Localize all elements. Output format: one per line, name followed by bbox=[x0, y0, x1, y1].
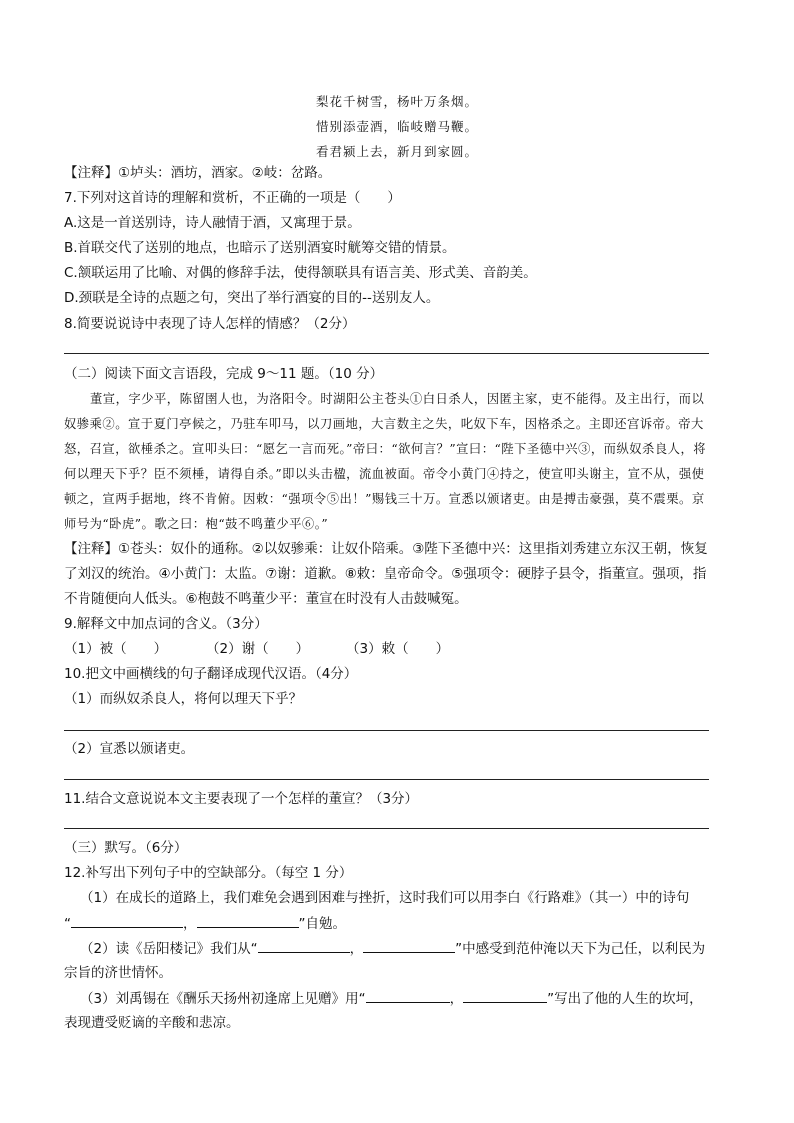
q12-item-2-close: ”中感受到范仲淹以天下为己任，以利民为 bbox=[455, 941, 706, 957]
comma: ， bbox=[183, 916, 197, 932]
q10-stem: 10.把文中画横线的句子翻译成现代汉语。（4分） bbox=[64, 666, 358, 682]
q8-answer-line[interactable] bbox=[64, 353, 709, 354]
q10-item-1: （1）而纵奴杀良人，将何以理天下乎？ bbox=[64, 691, 303, 707]
q12-item-3-open: （3）刘禹锡在《酬乐天扬州初逢席上见赠》用“ bbox=[80, 991, 366, 1007]
classical-passage: 董宣，字少平，陈留圉人也，为洛阳令。时湖阳公主苍头①白日杀人，因匿主家，吏不能得。及主出行，而以奴骖乘②。宣于夏门亭候之，乃驻车叩马，以刀画地，大言数主之失，叱奴下车，因格杀之。主即还宫诉帝。帝大怒，召宣，欲棰杀之。宣叩头曰：“愿乞一言而死。”帝曰：“欲何言？”宣曰：“陛下圣德中兴③，而纵奴杀良人，将何以理天下乎？臣不须棰，请得自杀。”即以头击楹，流血被面。帝令小黄门④持之，使宣叩头谢主，宣不从，强使顿之，宣两手据地，终不肯俯。因敕：“强项令⑤出！”赐钱三十万。宣悉以颁诸吏。由是搏击豪强，莫不震栗。京师号为“卧虎”。歌之曰：枹“鼓不鸣董少平⑥。” bbox=[64, 392, 707, 531]
comma: ， bbox=[449, 991, 464, 1007]
q7-option-c: C.颔联运用了比喻、对偶的修辞手法，使得颔联具有语言美、形式美、音韵美。 bbox=[64, 265, 537, 281]
q12-item-3-line bbox=[80, 988, 720, 1009]
q10-answer-line-1[interactable] bbox=[64, 730, 709, 731]
blank-3a[interactable] bbox=[366, 988, 450, 1003]
q11-answer-line[interactable] bbox=[64, 828, 709, 829]
q12-item-3-cont: 表现遭受贬谪的辛酸和悲凉。 bbox=[64, 1015, 240, 1031]
comma: ， bbox=[349, 941, 364, 957]
q9-item-3[interactable]: （3）敕（ ） bbox=[346, 641, 450, 657]
q9-stem: 9.解释文中加点词的含义。（3分） bbox=[64, 616, 268, 632]
q9-item-2[interactable]: （2）谢（ ） bbox=[206, 641, 310, 657]
quote-close: ”自勉。 bbox=[298, 916, 346, 932]
q12-item-3-close: ”写出了他的人生的坎坷， bbox=[547, 991, 703, 1007]
q12-item-2-open: （2）读《岳阳楼记》我们从“ bbox=[80, 941, 258, 957]
q12-item-1-text: （1）在成长的道路上，我们难免会遇到困难与挫折，这时我们可以用李白《行路难》（其一）中的诗句 bbox=[80, 890, 690, 906]
q7-option-b: B.首联交代了送别的地点，也暗示了送别酒宴时觥筹交错的情景。 bbox=[64, 240, 456, 256]
blank-1a[interactable] bbox=[71, 913, 183, 928]
q10-item-2: （2）宣悉以颁诸吏。 bbox=[64, 741, 195, 757]
poem-line-3: 看君颍上去，新月到家圆。 bbox=[315, 144, 478, 159]
q12-stem: 12.补写出下列句子中的空缺部分。（每空 1 分） bbox=[64, 865, 353, 881]
blank-2a[interactable] bbox=[258, 938, 350, 953]
section3-heading: （三）默写。（6分） bbox=[64, 840, 188, 856]
blank-2b[interactable] bbox=[363, 938, 455, 953]
q9-item-1[interactable]: （1）被（ ） bbox=[64, 641, 168, 657]
poem-note: 【注释】①垆头：酒坊，酒家。②岐：岔路。 bbox=[64, 165, 332, 181]
quote-open: “ bbox=[64, 916, 71, 932]
q8-stem: 8.简要说说诗中表现了诗人怎样的情感？（2分） bbox=[64, 316, 356, 332]
q7-option-d: D.颈联是全诗的点题之句，突出了举行酒宴的目的--送别友人。 bbox=[64, 290, 440, 306]
poem-line-2: 惜别添壶酒，临岐赠马鞭。 bbox=[315, 119, 478, 134]
q12-item-2-line bbox=[80, 938, 720, 959]
section2-heading: （二）阅读下面文言语段，完成 9～11 题。（10 分） bbox=[64, 366, 384, 382]
blank-1b[interactable] bbox=[197, 913, 299, 928]
passage-notes: 【注释】①苍头：奴仆的通称。②以奴骖乘：让奴仆陪乘。③陛下圣德中兴：这里指刘秀建立东汉王朝，恢复了刘汉的统治。④小黄门：太监。⑦谢：道歉。⑧敕：皇帝命令。⑤强项令：硬脖子县令，指董宣。强项，指不肯随便向人低头。⑥枹鼓不鸣董少平：董宣在时没有人击鼓喊冤。 bbox=[64, 541, 708, 607]
q7-option-a: A.这是一首送别诗，诗人融情于酒，又寓理于景。 bbox=[64, 215, 361, 231]
poem-line-1: 梨花千树雪，杨叶万条烟。 bbox=[315, 94, 478, 109]
q11-stem: 11.结合文意说说本文主要表现了一个怎样的董宣？（3分） bbox=[64, 791, 419, 807]
q7-stem: 7.下列对这首诗的理解和赏析，不正确的一项是（ ） bbox=[64, 190, 401, 206]
q10-answer-line-2[interactable] bbox=[64, 779, 709, 780]
q12-item-2-cont: 宗旨的济世情怀。 bbox=[64, 965, 172, 981]
blank-3b[interactable] bbox=[463, 988, 547, 1003]
q12-item-1-blanks bbox=[64, 913, 724, 934]
